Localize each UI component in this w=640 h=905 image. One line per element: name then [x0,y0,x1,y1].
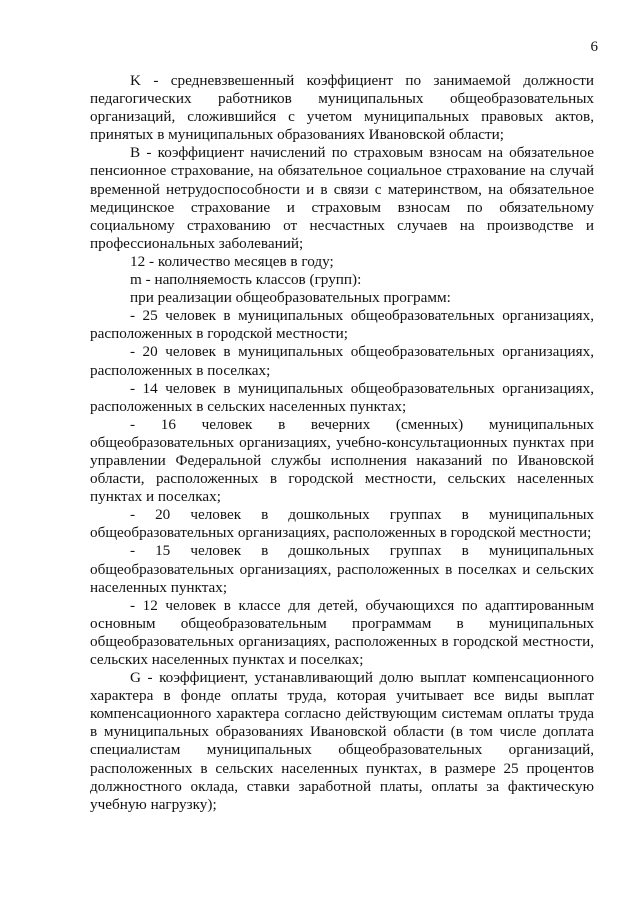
list-item-adapted-programs: - 12 человек в классе для детей, обучающихся по адаптированным основным общеобразовательным программам в муниципальных общеобразовательных организациях, расположенных в городской местности, сельских населенных пунктах и поселках; [90,596,594,668]
list-item-settlements: - 20 человек в муниципальных общеобразовательных организациях, расположенных в поселках; [90,343,594,379]
paragraph-coefficient-k: K - средневзвешенный коэффициент по занимаемой должности педагогических работников муниципальных общеобразовательных организаций, сложившийся с учетом муниципальных правовых актов, принятых в муниципальных образованиях Ивановской области; [90,72,594,144]
paragraph-coefficient-b: B - коэффициент начислений по страховым взносам на обязательное пенсионное страхование, на обязательное социальное страхование на случай временной нетрудоспособности и в связи с материнством, на обязательное медицинское страхование и страховым взносам по обязательному социальному страхованию от несчастных случаев на производстве и профессиональных заболеваний; [90,144,594,252]
list-item-rural: - 14 человек в муниципальных общеобразовательных организациях, расположенных в сельских населенных пунктах; [90,379,594,415]
page-number: 6 [590,39,598,55]
list-item-preschool-rural: - 15 человек в дошкольных группах в муниципальных общеобразовательных организациях, расположенных в поселках и сельских населенных пунктах; [90,542,594,596]
paragraph-coefficient-g: G - коэффициент, устанавливающий долю выплат компенсационного характера в фонде оплаты труда, которая учитывает все виды выплат компенсационного характера согласно действующим системам оплаты труда в муниципальных образованиях Ивановской области (в том числе доплата специалистам муниципальных общеобразовательных организаций, расположенных в сельских населенных пунктах, в размере 25 процентов должностного оклада, ставки заработной платы, оплаты за фактическую учебную нагрузку); [90,669,594,813]
list-item-preschool-urban: - 20 человек в дошкольных группах в муниципальных общеобразовательных организациях, расположенных в городской местности; [90,506,594,542]
list-item-urban: - 25 человек в муниципальных общеобразовательных организациях, расположенных в городской местности; [90,307,594,343]
list-item-evening-schools: - 16 человек в вечерних (сменных) муниципальных общеобразовательных организациях, учебно-консультационных пунктах при управлении Федеральной службы исполнения наказаний по Ивановской области, расположенных в городской местности, сельских населенных пунктах и поселках; [90,415,594,506]
paragraph-months: 12 - количество месяцев в году; [130,252,334,270]
document-body [90,72,594,814]
paragraph-class-occupancy: m - наполняемость классов (групп): [130,271,362,289]
paragraph-programs-intro: при реализации общеобразовательных программ: [130,289,451,307]
